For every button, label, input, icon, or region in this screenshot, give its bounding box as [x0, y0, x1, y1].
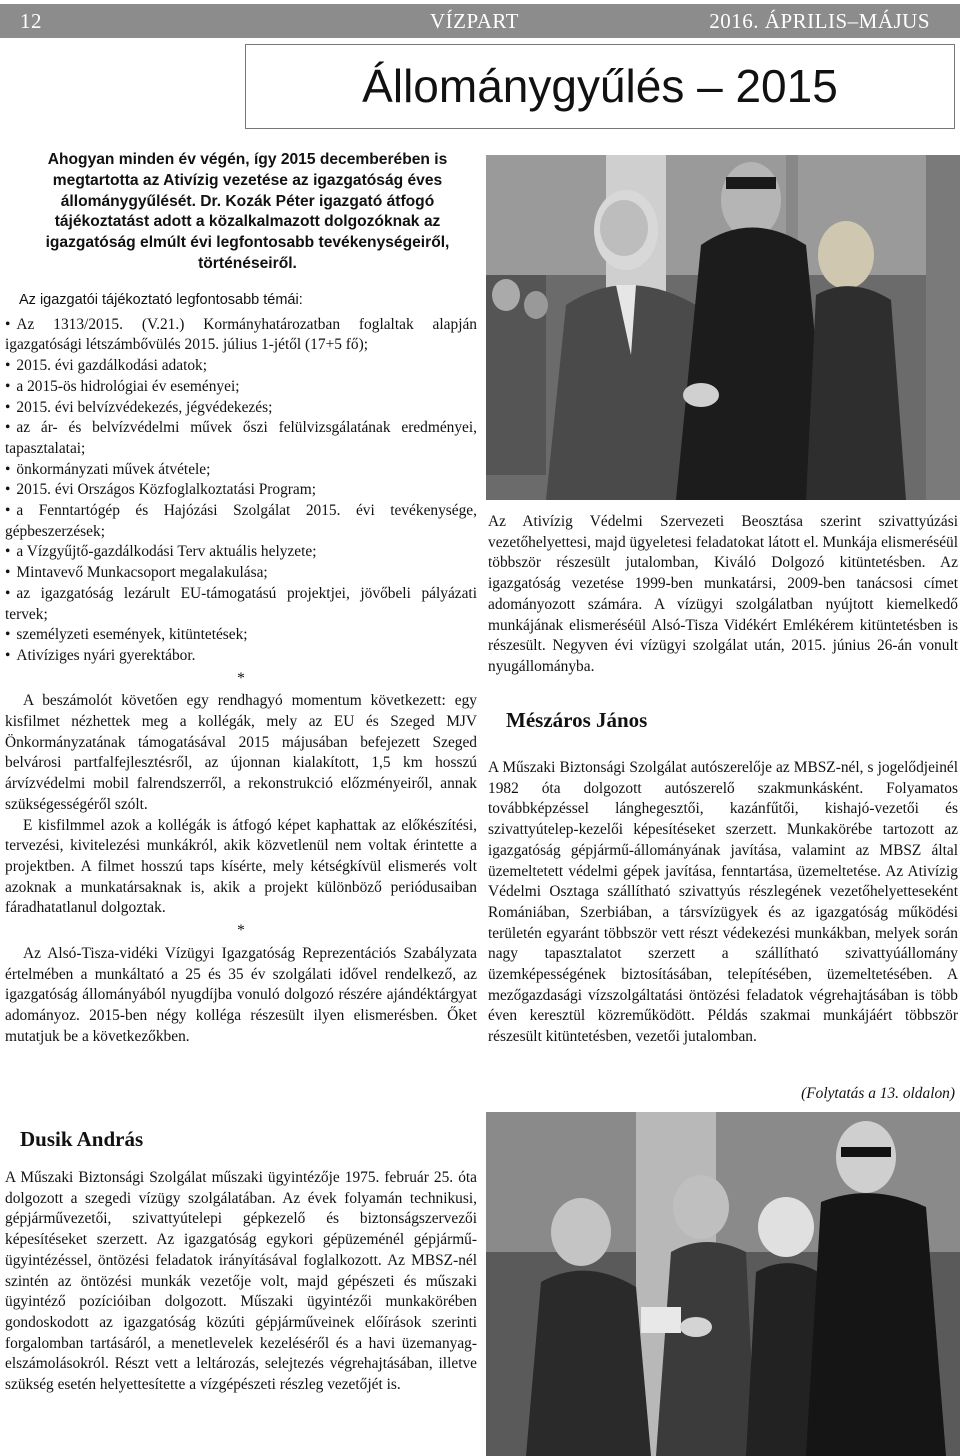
body-paragraph: A beszámolót követően egy rendhagyó momentum következett: egy kisfilmet nézhettek meg a kollégák, mely az EU és Szeged MJV Önkormányzatának támogatásával 2015 májusában befejezett Szeged belvárosi partfalfejlesztésről, az újonnan kialakított, 1,5 km hosszú árvízvédelmi mobil falrendszerről, a rekonstrukció előzményeiről, annak szükségességéről szólt.	[5, 692, 477, 813]
list-item: • önkormányzati művek átvétele;	[5, 460, 211, 478]
list-item: • Az 1313/2015. (V.21.) Kormányhatározatban foglaltak alapján igazgatósági létszámbővülés 2015. július 1-jétől (17+5 fő);	[5, 315, 477, 354]
meszaros-heading: Mészáros János	[506, 708, 648, 732]
continued-note: (Folytatás a 13. oldalon)	[801, 1085, 955, 1102]
list-item: • a Vízgyűjtő-gazdálkodási Terv aktuális helyzete;	[5, 543, 317, 561]
dusik-text: A Műszaki Biztonsági Szolgálat műszaki ügyintézője 1975. február 25. óta dolgozott a szegedi vízügy szolgálatában. Az évek folyamán technikusi, gépjárművezetői, szivattyútelepi gépkezelő és biztonságszervezői képesítéseket szerzett. Az igazgatóság egykori gépüzeménél gépjármű-ügyintézéssel, öntözési feladatok irányításával foglalkozott. Az MBSZ-nél szintén az öntözési munkák vezetője volt, majd gépészeti és műszaki ügyintéző pozícióiban dolgozott. Műszaki ügyintézői munkakörében gondoskodott az igazgatóság közúti gépjárműveinek előírások szerinti forgalomban tartásáról, a menetlevelek kezeléséről és a havi üzemanyag-elszámolásokról. Részt vett a leltározás, selejtezés végrehajtásában, illetve szükség esetén helyettesítette a vízgépészeti részleg vezetőjét is.	[5, 1169, 477, 1394]
photo-illustration	[486, 155, 960, 500]
body-paragraph: Az Alsó-Tisza-vidéki Vízügyi Igazgatóság Reprezentációs Szabályzata értelmében a munkáltató a 25 és 35 év szolgálati idővel rendelkező, az igazgatóság állományából nyugdíjba vonuló dolgozó részére ajándéktárgyat adományoz. 2015-ben négy kolléga részesült ilyen elismerésben. Őket mutatjuk be a következőkben.	[5, 944, 477, 1045]
meszaros-text: A Műszaki Biztonsági Szolgálat autószerelője az MBSZ-nél, s jogelődjeinél 1982 óta dolgozott autószerelő szakmunkásként. Folyamatos továbbképzéssel lánghegesztői, kazánfűtői, kishajó-vezetői és szivattyútelep-kezelői képesítéseket szerzett. Munkakörébe tartozott az igazgatóság gépjármű-állományának javítása, valamint az MBSZ által üzemeltetett védelmi gépek javítása, fenntartása, üzemeltetése. Az Ativízig Védelmi Osztaga szállítható szivattyús részlegének vezetőhelyetteseként Romániában, Szerbiában, a társvízügyek és az igazgatóság működési területén egyaránt többször vett részt védekezési munkákban, melyek során nagy tapasztalatot szerzett a szállítható szivattyúállomány üzemképességének biztosításában, telepítésében, üzemeltetésében. A mezőgazdasági vízszolgáltatási öntözési feladatok végrehajtásában is több éven keresztül közreműködött. Példás szakmai munkájáért többször részesült kitüntetésben, vezetői jutalomban.	[488, 759, 958, 1046]
list-item: • 2015. évi gazdálkodási adatok;	[5, 357, 208, 375]
topics-title: Az igazgatói tájékoztató legfontosabb témái:	[19, 292, 303, 308]
headline-box	[245, 44, 955, 129]
photo-illustration	[486, 1112, 960, 1456]
list-item: • 2015. évi belvízvédekezés, jégvédekezés;	[5, 398, 273, 416]
issue-date: 2016. ÁPRILIS–MÁJUS	[709, 9, 930, 33]
left-column	[5, 290, 477, 1047]
list-item: • Mintavevő Munkacsoport megalakulása;	[5, 564, 268, 582]
list-item: • a 2015-ös hidrológiai év eseményei;	[5, 377, 240, 395]
section-separator: *	[237, 922, 245, 940]
list-item: • Ativíziges nyári gyerektábor.	[5, 646, 196, 664]
ceremony-photo-2	[486, 1112, 960, 1456]
publication-name: VÍZPART	[430, 9, 519, 33]
body-paragraph: E kisfilmmel azok a kollégák is átfogó képet kaphattak az előkészítési, tervezési, kivitelezési munkákról, akik közvetlenül nem voltak érintette a projektben. A filmet hosszú taps kísérte, mely kétségkívül elismerés volt azoknak a munkatársaknak is, akik a projekt különböző periódusaiban fáradhatatlanul dolgoztak.	[5, 816, 477, 917]
section-separator: *	[237, 669, 245, 687]
right-column-text: Az Ativízig Védelmi Szervezeti Beosztása szerint szivattyúzási vezetőhelyettesi, majd ügyeletesi feladatokat látott el. Munkája elismeréséül többször részesült jutalomban, Kiváló Dolgozó kitüntetésben. Az igazgatóság vezetése 1999-ben munkatársi, 2009-ben tanácsosi címet adományozott számára. A vízügyi szolgálatban nyújtott kiemelkedő munkájának elismeréséül Alsó-Tisza Vidékért Emlékérem kitüntetésben is részesült. Negyven évi vízügyi szolgálat után, 2015. június 26-án vonult nyugállományba.	[488, 513, 958, 675]
list-item: • a Fenntartógép és Hajózási Szolgálat 2015. évi tevékenysége, gépbeszerzések;	[5, 502, 477, 540]
article-intro: Ahogyan minden év végén, így 2015 decemberében is megtartotta az Ativízig vezetése az igazgatóság éves állománygyűlését. Dr. Kozák Péter igazgató átfogó tájékoztatást adott a közalkalmazott dolgozóknak az igazgatóság elmúlt évi legfontosabb tevékenységeiről, történéseiről.	[45, 151, 450, 272]
ceremony-photo-1	[486, 155, 960, 500]
list-item: • az igazgatóság lezárult EU-támogatású projektjei, jövőbeli pályázati tervek;	[5, 584, 477, 623]
list-item: • személyzeti események, kitüntetések;	[5, 626, 248, 644]
list-item: • az ár- és belvízvédelmi művek őszi felülvizsgálatának eredményei, tapasztalatai;	[5, 419, 477, 457]
dusik-heading: Dusik András	[20, 1127, 144, 1151]
topics-list	[5, 315, 477, 667]
article-title: Állománygyűlés – 2015	[362, 60, 838, 112]
page-number: 12	[20, 9, 42, 33]
list-item: • 2015. évi Országos Közfoglalkoztatási Program;	[5, 481, 317, 499]
page-header	[0, 4, 960, 38]
